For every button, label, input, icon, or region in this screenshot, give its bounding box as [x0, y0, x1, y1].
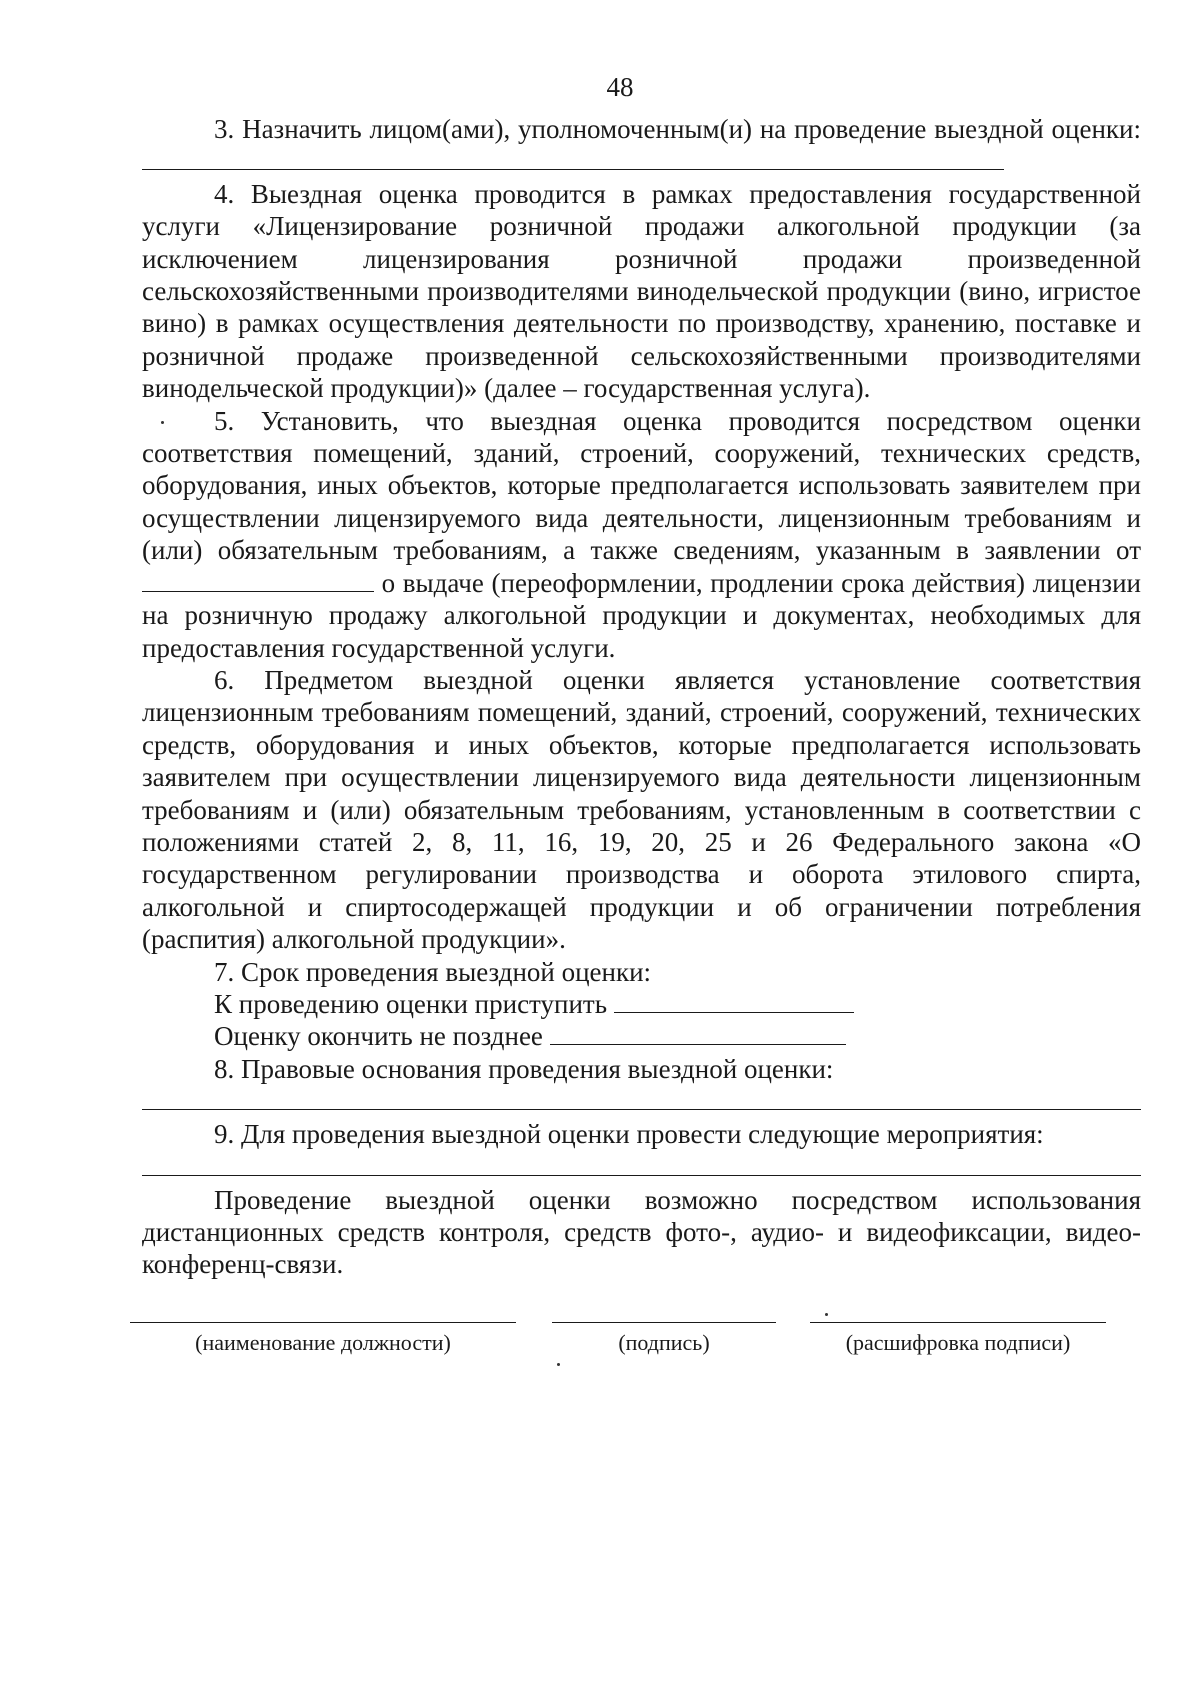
item-5-text-end: о выдаче (переоформлении, продлении срока действия) лицензии на розничную продажу алкогольной продукции и документах, необходимых для предоставления государственной услуги. — [142, 567, 1141, 663]
item-9: 9. Для проведения выездной оценки провести следующие мероприятия: — [214, 1119, 1044, 1150]
signature-caption: (подпись) — [618, 1330, 710, 1355]
scan-speck — [825, 1313, 828, 1316]
document-body — [142, 113, 1141, 1281]
item-5-date-blank-line — [142, 569, 374, 592]
item-7: 7. Срок проведения выездной оценки: — [214, 956, 652, 987]
name-caption: (расшифровка подписи) — [845, 1330, 1071, 1355]
item-7-start-label: К проведению оценки приступить — [214, 988, 608, 1019]
item-5-text-start: 5. Установить, что выездная оценка проводится посредством оценки соответствия помещений, зданий, строений, сооружений, технических средств, оборудования, иных объектов, которые предполагается использовать заявителем при осуществлении лицензируемого вида деятельности, лицензионным требованиям и (или) обязательным требованиям, а также сведениям, указанным в заявлении от — [142, 405, 1141, 566]
item-3 — [142, 113, 1141, 178]
item-8: 8. Правовые основания проведения выездной оценки: — [214, 1053, 834, 1084]
item-9-blank-line — [142, 1151, 1141, 1176]
scan-speck — [557, 1363, 560, 1366]
position-caption: (наименование должности) — [195, 1330, 451, 1355]
item-4: 4. Выездная оценка проводится в рамках предоставления государственной услуги «Лицензирование розничной продажи алкогольной продукции (за исключением лицензирования розничной продажи произведенной сельскохозяйственными производителями винодельческой продукции (вино, игристое вино) в рамках осуществления деятельности по производству, хранению, поставке и розничной продаже произведенной сельскохозяйственными производителями винодельческой продукции)» (далее – государственная услуга). — [142, 178, 1141, 404]
signature-line — [552, 1322, 776, 1323]
item-8-blank-line — [142, 1085, 1141, 1110]
name-signature-line — [810, 1322, 1106, 1323]
page-number: 48 — [606, 72, 634, 102]
item-7-end — [142, 1020, 1141, 1052]
item-6: 6. Предметом выездной оценки является установление соответствия лицензионным требованиям помещений, зданий, строений, сооружений, технических средств, оборудования и иных объектов, которые предполагается использовать заявителем при осуществлении лицензируемого вида деятельности лицензионным требованиям и (или) обязательным требованиям, установленным в соответствии с положениями статей 2, 8, 11, 16, 19, 20, 25 и 26 Федерального закона «О государственном регулировании производства и оборота этилового спирта, алкогольной и спиртосодержащей продукции и об ограничении потребления (распития) алкогольной продукции». — [142, 664, 1141, 955]
item-5 — [142, 405, 1141, 664]
item-7-end-label: Оценку окончить не позднее — [214, 1021, 543, 1052]
item-7-end-blank-line — [550, 1022, 846, 1045]
item-7-start — [142, 988, 1141, 1020]
item-3-blank-line — [142, 147, 1004, 170]
scan-speck — [161, 421, 164, 424]
closing-paragraph: Проведение выездной оценки возможно посредством использования дистанционных средств контроля, средств фото-, аудио- и видеофиксации, видео-конференц-связи. — [142, 1184, 1141, 1280]
item-3-text: 3. Назначить лицом(ами), уполномоченным(и) на проведение выездной оценки: — [214, 114, 1141, 144]
item-7-start-blank-line — [614, 990, 854, 1013]
position-signature-line — [130, 1322, 516, 1323]
